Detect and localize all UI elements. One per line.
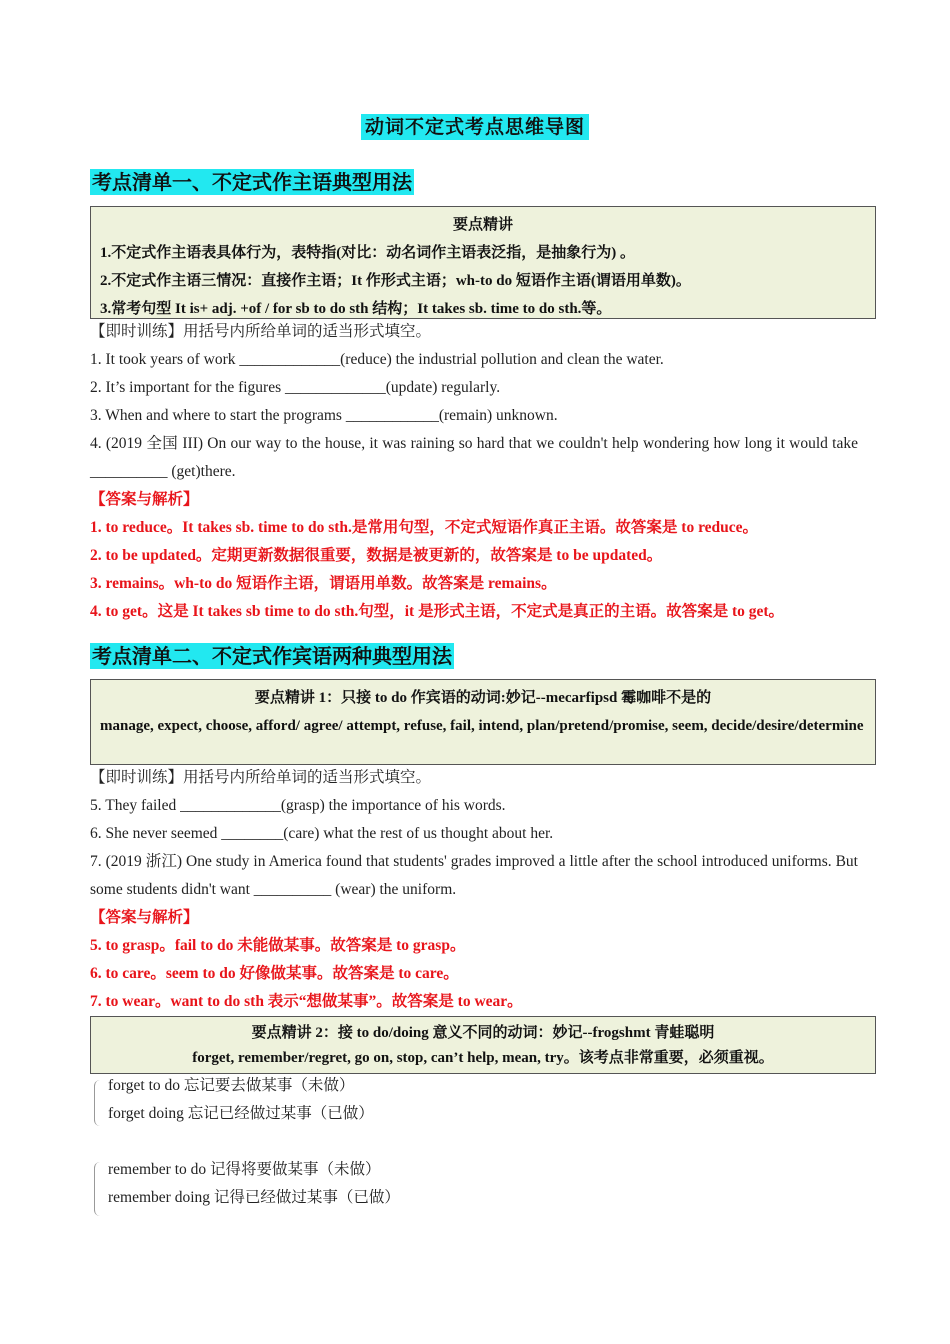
answer: 3. remains。wh-to do 短语作主语，谓语用单数。故答案是 remains。: [90, 575, 557, 592]
page-title: 动词不定式考点思维导图: [0, 112, 950, 139]
key-points-heading: 要点精讲: [452, 217, 513, 233]
brace-icon: [94, 1080, 105, 1126]
answer: 5. to grasp。fail to do 未能做某事。故答案是 to grasp。: [90, 937, 466, 954]
key-point: 2.不定式作主语三情况：直接作主语；It 作形式主语；wh-to do 短语作主语(谓语用单数)。: [100, 273, 691, 289]
answer: 2. to be updated。定期更新数据很重要，数据是被更新的，故答案是 to be updated。: [90, 547, 663, 564]
section2-key-points-box-2: [90, 1016, 876, 1074]
key-point: 3.常考句型 It is+ adj. +of / for sb to do sth 结构；It takes sb. time to do sth.等。: [100, 301, 612, 317]
section2-heading: 考点清单二、不定式作宾语两种典型用法: [92, 644, 452, 668]
pair-item: forget doing 忘记已经做过某事（已做）: [108, 1105, 374, 1122]
drill-instruction: 【即时训练】用括号内所给单词的适当形式填空。: [90, 769, 432, 786]
question: 2. It’s important for the figures _____________(update) regularly.: [90, 379, 501, 396]
pair-item: remember to do 记得将要做某事（未做）: [108, 1161, 381, 1178]
brace-icon: [94, 1162, 105, 1216]
answer-heading: 【答案与解析】: [90, 491, 199, 508]
section2-key-points-box-1: [90, 679, 876, 765]
question: 1. It took years of work _____________(reduce) the industrial pollution and clean the water.: [90, 351, 664, 368]
key-points-heading: 要点精讲 2：接 to do/doing 意义不同的动词：妙记--frogshmt 青蛙聪明: [251, 1025, 715, 1041]
section1-key-points-box: [90, 206, 876, 319]
drill-instruction: 【即时训练】用括号内所给单词的适当形式填空。: [90, 323, 432, 340]
answer: 6. to care。seem to do 好像做某事。故答案是 to care。: [90, 965, 459, 982]
key-point: 1.不定式作主语表具体行为，表特指(对比：动名词作主语表泛指，是抽象行为) 。: [100, 245, 635, 261]
verb-list: manage, expect, choose, afford/ agree/ attempt, refuse, fail, intend, plan/pretend/promise, seem, decide/desire/determine: [100, 718, 864, 734]
answer: 7. to wear。want to do sth 表示“想做某事”。故答案是 to wear。: [90, 993, 523, 1010]
section2-exercise-block: [90, 764, 858, 1016]
verb-list: forget, remember/regret, go on, stop, can’t help, mean, try。该考点非常重要，必须重视。: [192, 1050, 774, 1066]
answer: 4. to get。这是 It takes sb time to do sth.句型，it 是形式主语，不定式是真正的主语。故答案是 to get。: [90, 603, 785, 620]
question: 6. She never seemed ________(care) what the rest of us thought about her.: [90, 825, 554, 842]
section1-heading: 考点清单一、不定式作主语典型用法: [92, 170, 412, 194]
pair-item: forget to do 忘记要去做某事（未做）: [108, 1077, 355, 1094]
key-points-heading: 要点精讲 1：只接 to do 作宾语的动词:妙记--mecarfipsd 霉咖啡不是的: [254, 690, 712, 706]
verb-pair-remember: [108, 1156, 876, 1212]
section1-exercise-block: [90, 318, 858, 626]
question: 5. They failed _____________(grasp) the importance of his words.: [90, 797, 506, 814]
question: 7. (2019 浙江) One study in America found that students' grades improved a little after the school introduced uniforms. But some students didn't want __________ (wear) the uniform.: [90, 853, 858, 898]
answer-heading: 【答案与解析】: [90, 909, 199, 926]
verb-pair-forget: [108, 1072, 876, 1128]
pair-item: remember doing 记得已经做过某事（已做）: [108, 1189, 400, 1206]
question: 4. (2019 全国 III) On our way to the house, it was raining so hard that we couldn't help wondering how long it would take __________ (get)there.: [90, 435, 858, 480]
question: 3. When and where to start the programs ____________(remain) unknown.: [90, 407, 558, 424]
answer: 1. to reduce。It takes sb. time to do sth.是常用句型，不定式短语作真正主语。故答案是 to reduce。: [90, 519, 759, 536]
